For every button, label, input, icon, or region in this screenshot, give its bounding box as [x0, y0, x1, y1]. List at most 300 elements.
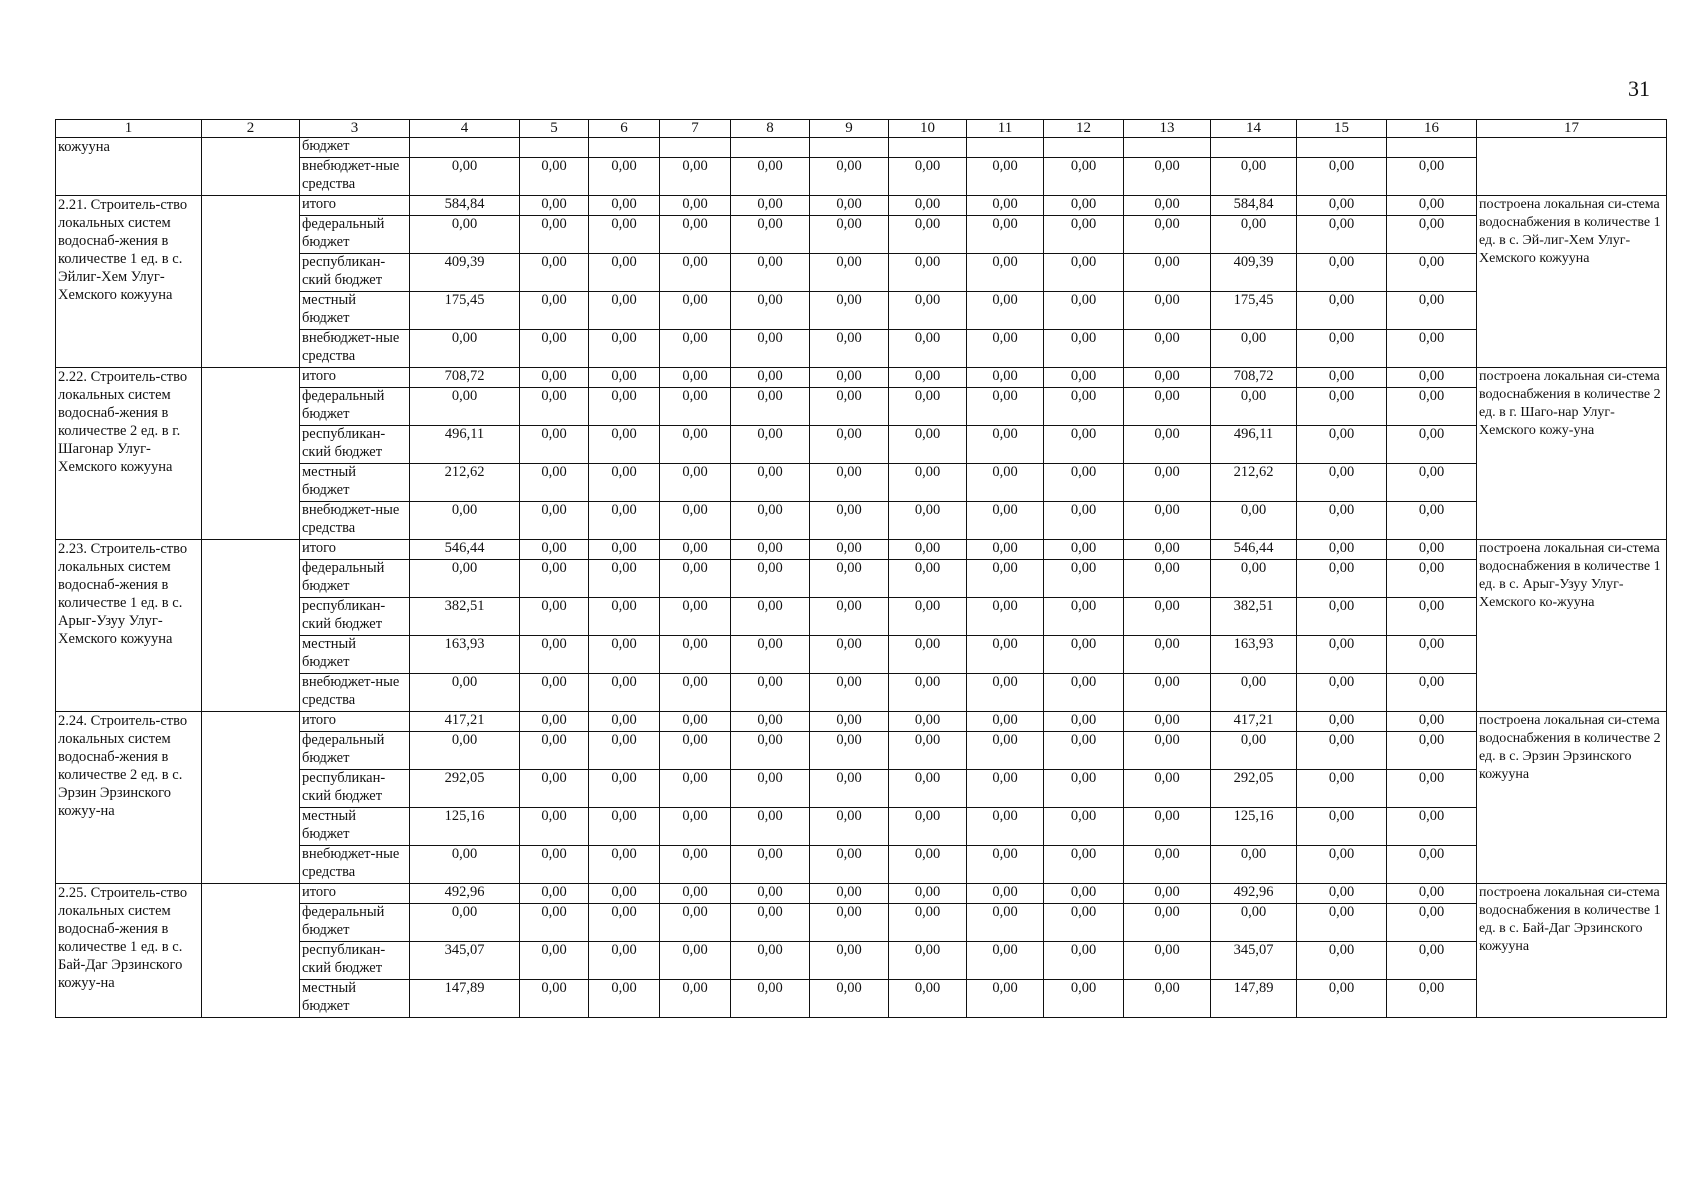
value-cell: 0,00	[810, 674, 889, 712]
value-cell: 0,00	[967, 388, 1044, 426]
value-cell: 0,00	[589, 942, 660, 980]
value-cell: 0,00	[520, 846, 589, 884]
value-cell: 0,00	[889, 216, 967, 254]
value-cell: 0,00	[1124, 846, 1211, 884]
value-cell	[1211, 138, 1297, 158]
funding-source: итого	[300, 884, 410, 904]
column-header: 11	[967, 120, 1044, 138]
value-cell: 0,00	[520, 196, 589, 216]
value-cell: 0,00	[520, 216, 589, 254]
value-cell: 0,00	[520, 980, 589, 1018]
value-cell: 708,72	[410, 368, 520, 388]
value-cell: 0,00	[1124, 598, 1211, 636]
column-header: 8	[731, 120, 810, 138]
value-cell: 0,00	[1387, 388, 1477, 426]
value-cell: 0,00	[410, 158, 520, 196]
measure-description: 2.24. Строитель-ство локальных систем водоснаб-жения в количестве 2 ед. в с. Эрзин Эрзинского кожуу-на	[56, 712, 202, 884]
value-cell: 175,45	[410, 292, 520, 330]
value-cell: 0,00	[1387, 712, 1477, 732]
value-cell: 0,00	[660, 884, 731, 904]
value-cell: 0,00	[589, 712, 660, 732]
funding-source: местный бюджет	[300, 464, 410, 502]
value-cell: 0,00	[810, 980, 889, 1018]
value-cell: 0,00	[1124, 216, 1211, 254]
value-cell: 0,00	[889, 292, 967, 330]
value-cell: 0,00	[967, 732, 1044, 770]
value-cell: 0,00	[889, 674, 967, 712]
value-cell: 0,00	[1387, 502, 1477, 540]
value-cell: 0,00	[1387, 980, 1477, 1018]
value-cell: 0,00	[1044, 330, 1124, 368]
value-cell: 0,00	[520, 368, 589, 388]
value-cell: 0,00	[520, 540, 589, 560]
value-cell: 0,00	[520, 712, 589, 732]
value-cell: 0,00	[1387, 770, 1477, 808]
value-cell	[1124, 138, 1211, 158]
value-cell: 0,00	[1387, 942, 1477, 980]
value-cell: 0,00	[589, 732, 660, 770]
value-cell: 0,00	[1044, 712, 1124, 732]
value-cell: 0,00	[731, 158, 810, 196]
value-cell: 0,00	[967, 254, 1044, 292]
funding-source: внебюджет-ные средства	[300, 158, 410, 196]
value-cell: 0,00	[1124, 942, 1211, 980]
value-cell: 0,00	[1387, 292, 1477, 330]
funding-source: внебюджет-ные средства	[300, 674, 410, 712]
column-header: 2	[202, 120, 300, 138]
value-cell: 0,00	[1044, 540, 1124, 560]
value-cell: 0,00	[810, 712, 889, 732]
value-cell: 0,00	[889, 846, 967, 884]
value-cell: 0,00	[1297, 674, 1387, 712]
measure-description: 2.25. Строитель-ство локальных систем водоснаб-жения в количестве 1 ед. в с. Бай-Даг Эрзинского кожуу-на	[56, 884, 202, 1018]
value-cell: 147,89	[410, 980, 520, 1018]
value-cell: 163,93	[1211, 636, 1297, 674]
executor-cell	[202, 884, 300, 1018]
funding-source: республикан-ский бюджет	[300, 426, 410, 464]
value-cell: 0,00	[967, 712, 1044, 732]
value-cell: 0,00	[1297, 196, 1387, 216]
value-cell: 0,00	[589, 540, 660, 560]
value-cell: 382,51	[410, 598, 520, 636]
value-cell: 0,00	[520, 388, 589, 426]
value-cell: 0,00	[520, 560, 589, 598]
value-cell: 0,00	[1124, 560, 1211, 598]
value-cell: 0,00	[1044, 732, 1124, 770]
value-cell: 0,00	[1387, 674, 1477, 712]
value-cell: 147,89	[1211, 980, 1297, 1018]
value-cell: 0,00	[967, 770, 1044, 808]
value-cell: 0,00	[1211, 502, 1297, 540]
value-cell: 0,00	[1124, 158, 1211, 196]
value-cell	[1044, 138, 1124, 158]
funding-source: федеральный бюджет	[300, 388, 410, 426]
value-cell: 0,00	[660, 732, 731, 770]
value-cell: 0,00	[660, 808, 731, 846]
value-cell: 0,00	[731, 904, 810, 942]
value-cell: 0,00	[1297, 712, 1387, 732]
value-cell: 0,00	[731, 712, 810, 732]
value-cell	[889, 138, 967, 158]
value-cell: 0,00	[1297, 560, 1387, 598]
value-cell: 0,00	[889, 368, 967, 388]
value-cell: 0,00	[1387, 560, 1477, 598]
value-cell: 0,00	[660, 254, 731, 292]
executor-cell	[202, 368, 300, 540]
funding-source: итого	[300, 540, 410, 560]
value-cell: 0,00	[520, 330, 589, 368]
value-cell: 0,00	[1387, 426, 1477, 464]
funding-source: местный бюджет	[300, 292, 410, 330]
value-cell: 0,00	[1297, 216, 1387, 254]
value-cell: 0,00	[589, 884, 660, 904]
value-cell: 0,00	[589, 502, 660, 540]
value-cell: 0,00	[1297, 292, 1387, 330]
value-cell: 492,96	[1211, 884, 1297, 904]
value-cell: 0,00	[731, 770, 810, 808]
value-cell: 0,00	[810, 540, 889, 560]
value-cell: 0,00	[889, 464, 967, 502]
value-cell: 0,00	[967, 636, 1044, 674]
expected-result: построена локальная си-стема водоснабжения в количестве 1 ед. в с. Арыг-Узуу Улуг-Хемского ко-жууна	[1477, 540, 1667, 712]
table-row	[56, 196, 1667, 216]
value-cell: 0,00	[1297, 942, 1387, 980]
value-cell: 0,00	[731, 388, 810, 426]
value-cell: 0,00	[1044, 770, 1124, 808]
value-cell: 0,00	[1124, 502, 1211, 540]
value-cell: 0,00	[810, 426, 889, 464]
value-cell: 0,00	[410, 560, 520, 598]
value-cell: 0,00	[1044, 674, 1124, 712]
value-cell: 175,45	[1211, 292, 1297, 330]
value-cell: 0,00	[1211, 846, 1297, 884]
value-cell: 0,00	[967, 674, 1044, 712]
value-cell: 0,00	[967, 980, 1044, 1018]
table-row	[56, 540, 1667, 560]
value-cell	[1297, 138, 1387, 158]
value-cell: 584,84	[410, 196, 520, 216]
column-header: 4	[410, 120, 520, 138]
value-cell: 0,00	[520, 904, 589, 942]
column-header: 14	[1211, 120, 1297, 138]
value-cell: 0,00	[1387, 158, 1477, 196]
value-cell: 0,00	[1124, 330, 1211, 368]
value-cell: 212,62	[1211, 464, 1297, 502]
value-cell: 0,00	[1124, 292, 1211, 330]
value-cell: 0,00	[1124, 732, 1211, 770]
funding-source: итого	[300, 196, 410, 216]
column-header: 9	[810, 120, 889, 138]
value-cell: 0,00	[1211, 904, 1297, 942]
value-cell: 292,05	[410, 770, 520, 808]
value-cell: 0,00	[520, 732, 589, 770]
value-cell: 0,00	[1297, 254, 1387, 292]
column-header: 5	[520, 120, 589, 138]
value-cell: 0,00	[1387, 464, 1477, 502]
executor-cell	[202, 540, 300, 712]
value-cell: 0,00	[660, 368, 731, 388]
column-header: 15	[1297, 120, 1387, 138]
value-cell: 0,00	[660, 636, 731, 674]
budget-table	[55, 119, 1667, 1018]
value-cell: 0,00	[1044, 942, 1124, 980]
value-cell: 0,00	[1044, 560, 1124, 598]
column-header: 7	[660, 120, 731, 138]
value-cell: 0,00	[1387, 196, 1477, 216]
value-cell: 0,00	[589, 254, 660, 292]
value-cell: 409,39	[1211, 254, 1297, 292]
value-cell: 0,00	[1124, 196, 1211, 216]
value-cell: 0,00	[660, 158, 731, 196]
value-cell: 0,00	[731, 636, 810, 674]
value-cell: 0,00	[1124, 540, 1211, 560]
value-cell: 0,00	[967, 502, 1044, 540]
value-cell: 0,00	[731, 254, 810, 292]
value-cell: 0,00	[810, 196, 889, 216]
expected-result: построена локальная си-стема водоснабжения в количестве 1 ед. в с. Эй-лиг-Хем Улуг-Хемского кожууна	[1477, 196, 1667, 368]
column-header: 13	[1124, 120, 1211, 138]
value-cell: 0,00	[889, 808, 967, 846]
value-cell: 0,00	[1044, 368, 1124, 388]
value-cell: 0,00	[1297, 770, 1387, 808]
expected-result: построена локальная си-стема водоснабжения в количестве 1 ед. в с. Бай-Даг Эрзинского кожууна	[1477, 884, 1667, 1018]
value-cell: 0,00	[410, 502, 520, 540]
value-cell: 0,00	[810, 330, 889, 368]
value-cell: 0,00	[660, 598, 731, 636]
value-cell	[967, 138, 1044, 158]
value-cell: 546,44	[1211, 540, 1297, 560]
value-cell: 409,39	[410, 254, 520, 292]
value-cell: 496,11	[410, 426, 520, 464]
value-cell: 0,00	[731, 598, 810, 636]
value-cell: 417,21	[410, 712, 520, 732]
value-cell: 0,00	[589, 426, 660, 464]
value-cell: 0,00	[520, 426, 589, 464]
value-cell: 0,00	[520, 598, 589, 636]
value-cell: 0,00	[520, 464, 589, 502]
value-cell: 0,00	[889, 904, 967, 942]
value-cell: 0,00	[889, 502, 967, 540]
value-cell: 0,00	[967, 884, 1044, 904]
value-cell: 0,00	[1297, 884, 1387, 904]
value-cell: 0,00	[410, 674, 520, 712]
value-cell: 0,00	[967, 846, 1044, 884]
value-cell: 0,00	[731, 942, 810, 980]
value-cell: 0,00	[731, 426, 810, 464]
value-cell: 0,00	[1044, 426, 1124, 464]
value-cell: 0,00	[1297, 502, 1387, 540]
value-cell	[589, 138, 660, 158]
value-cell: 0,00	[810, 732, 889, 770]
value-cell: 0,00	[731, 884, 810, 904]
value-cell: 0,00	[967, 158, 1044, 196]
value-cell: 0,00	[1297, 158, 1387, 196]
value-cell: 0,00	[1387, 732, 1477, 770]
value-cell: 0,00	[810, 292, 889, 330]
funding-source: местный бюджет	[300, 808, 410, 846]
value-cell: 0,00	[731, 330, 810, 368]
value-cell: 0,00	[410, 904, 520, 942]
funding-source: федеральный бюджет	[300, 560, 410, 598]
value-cell: 0,00	[1387, 216, 1477, 254]
value-cell: 0,00	[660, 216, 731, 254]
value-cell: 0,00	[410, 846, 520, 884]
funding-source: бюджет	[300, 138, 410, 158]
value-cell: 0,00	[660, 502, 731, 540]
value-cell: 0,00	[810, 942, 889, 980]
value-cell: 0,00	[1387, 846, 1477, 884]
value-cell: 0,00	[410, 216, 520, 254]
value-cell: 0,00	[731, 846, 810, 884]
value-cell: 584,84	[1211, 196, 1297, 216]
value-cell: 0,00	[967, 292, 1044, 330]
value-cell: 0,00	[889, 636, 967, 674]
value-cell: 345,07	[410, 942, 520, 980]
executor-cell	[202, 138, 300, 196]
value-cell	[810, 138, 889, 158]
value-cell: 0,00	[889, 254, 967, 292]
value-cell: 0,00	[1211, 216, 1297, 254]
value-cell: 546,44	[410, 540, 520, 560]
value-cell: 0,00	[810, 808, 889, 846]
value-cell: 0,00	[1387, 368, 1477, 388]
value-cell: 0,00	[1044, 636, 1124, 674]
value-cell: 0,00	[589, 388, 660, 426]
value-cell: 292,05	[1211, 770, 1297, 808]
value-cell: 0,00	[1044, 884, 1124, 904]
value-cell: 0,00	[731, 502, 810, 540]
value-cell: 0,00	[889, 770, 967, 808]
value-cell: 0,00	[1297, 598, 1387, 636]
value-cell: 0,00	[1297, 732, 1387, 770]
value-cell: 0,00	[731, 368, 810, 388]
value-cell: 0,00	[810, 636, 889, 674]
value-cell: 0,00	[810, 216, 889, 254]
value-cell: 125,16	[410, 808, 520, 846]
value-cell: 0,00	[967, 426, 1044, 464]
value-cell: 0,00	[1124, 464, 1211, 502]
value-cell: 0,00	[889, 942, 967, 980]
value-cell	[1387, 138, 1477, 158]
value-cell: 496,11	[1211, 426, 1297, 464]
value-cell: 0,00	[967, 560, 1044, 598]
value-cell: 0,00	[520, 884, 589, 904]
funding-source: федеральный бюджет	[300, 904, 410, 942]
value-cell: 0,00	[1387, 330, 1477, 368]
measure-description: кожууна	[56, 138, 202, 196]
value-cell: 0,00	[1044, 904, 1124, 942]
value-cell: 0,00	[660, 388, 731, 426]
value-cell: 0,00	[589, 330, 660, 368]
value-cell: 0,00	[1387, 540, 1477, 560]
value-cell: 0,00	[731, 196, 810, 216]
value-cell	[660, 138, 731, 158]
value-cell: 0,00	[1124, 980, 1211, 1018]
value-cell: 0,00	[589, 808, 660, 846]
value-cell: 0,00	[810, 502, 889, 540]
value-cell: 0,00	[660, 196, 731, 216]
measure-description: 2.23. Строитель-ство локальных систем водоснаб-жения в количестве 1 ед. в с. Арыг-Узуу Улуг-Хемского кожууна	[56, 540, 202, 712]
value-cell: 0,00	[660, 942, 731, 980]
value-cell: 0,00	[1044, 158, 1124, 196]
value-cell: 0,00	[1211, 560, 1297, 598]
value-cell: 0,00	[810, 846, 889, 884]
value-cell: 0,00	[1044, 216, 1124, 254]
value-cell: 0,00	[1044, 196, 1124, 216]
value-cell: 0,00	[731, 980, 810, 1018]
funding-source: внебюджет-ные средства	[300, 502, 410, 540]
executor-cell	[202, 196, 300, 368]
value-cell: 0,00	[589, 158, 660, 196]
value-cell	[520, 138, 589, 158]
value-cell: 0,00	[1124, 712, 1211, 732]
value-cell: 0,00	[660, 292, 731, 330]
funding-source: местный бюджет	[300, 980, 410, 1018]
value-cell: 345,07	[1211, 942, 1297, 980]
measure-description: 2.22. Строитель-ство локальных систем водоснаб-жения в количестве 2 ед. в г. Шагонар Улуг-Хемского кожууна	[56, 368, 202, 540]
value-cell: 0,00	[1387, 636, 1477, 674]
value-cell: 0,00	[967, 598, 1044, 636]
value-cell: 0,00	[967, 540, 1044, 560]
value-cell: 0,00	[731, 540, 810, 560]
value-cell: 0,00	[731, 560, 810, 598]
value-cell: 0,00	[1211, 674, 1297, 712]
value-cell	[731, 138, 810, 158]
value-cell: 0,00	[967, 464, 1044, 502]
value-cell: 0,00	[731, 674, 810, 712]
value-cell: 0,00	[520, 636, 589, 674]
expected-result: построена локальная си-стема водоснабжения в количестве 2 ед. в г. Шаго-нар Улуг-Хемского кожу-уна	[1477, 368, 1667, 540]
value-cell: 0,00	[889, 426, 967, 464]
funding-source: республикан-ский бюджет	[300, 598, 410, 636]
value-cell: 0,00	[520, 158, 589, 196]
value-cell: 0,00	[731, 464, 810, 502]
value-cell: 0,00	[1387, 904, 1477, 942]
funding-source: республикан-ский бюджет	[300, 770, 410, 808]
column-header: 3	[300, 120, 410, 138]
value-cell: 0,00	[660, 330, 731, 368]
table-row	[56, 138, 1667, 158]
value-cell: 0,00	[660, 770, 731, 808]
value-cell: 163,93	[410, 636, 520, 674]
expected-result	[1477, 138, 1667, 196]
value-cell: 0,00	[810, 464, 889, 502]
value-cell: 0,00	[589, 216, 660, 254]
value-cell: 0,00	[810, 158, 889, 196]
value-cell: 0,00	[660, 674, 731, 712]
value-cell: 0,00	[589, 674, 660, 712]
value-cell: 0,00	[889, 884, 967, 904]
value-cell: 0,00	[1387, 884, 1477, 904]
value-cell: 0,00	[1124, 674, 1211, 712]
value-cell: 0,00	[520, 292, 589, 330]
value-cell: 0,00	[660, 904, 731, 942]
page-number: 31	[1628, 76, 1650, 101]
value-cell: 0,00	[520, 254, 589, 292]
value-cell: 0,00	[1124, 770, 1211, 808]
value-cell: 0,00	[1044, 808, 1124, 846]
value-cell: 0,00	[660, 980, 731, 1018]
value-cell: 0,00	[889, 712, 967, 732]
value-cell: 0,00	[1297, 330, 1387, 368]
column-header: 17	[1477, 120, 1667, 138]
value-cell: 0,00	[1044, 502, 1124, 540]
value-cell: 0,00	[1124, 636, 1211, 674]
funding-source: республикан-ский бюджет	[300, 254, 410, 292]
table-row	[56, 368, 1667, 388]
value-cell: 0,00	[410, 732, 520, 770]
value-cell: 0,00	[1124, 884, 1211, 904]
